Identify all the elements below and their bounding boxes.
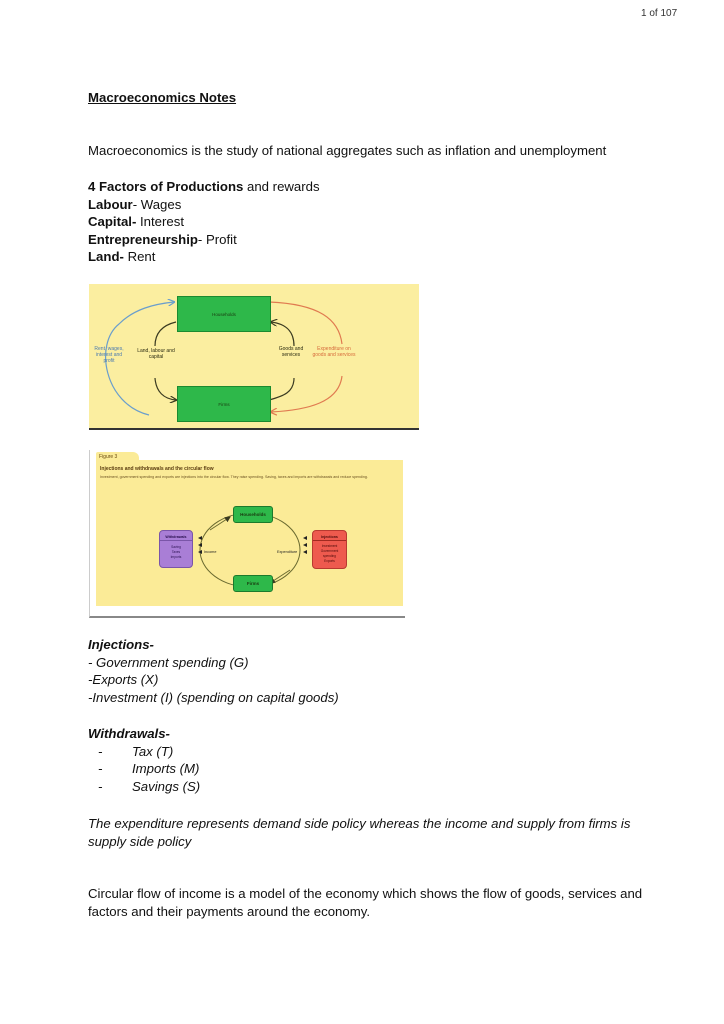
- injection-item: -Exports (X): [88, 672, 159, 688]
- policy-note: The expenditure represents demand side policy whereas the income and supply from firms is supply side policy: [88, 816, 631, 849]
- factor-item: [88, 248, 320, 266]
- figure-tab: Figure 3: [96, 452, 139, 462]
- withdrawals-box: [159, 530, 193, 568]
- goods-services-label: Goods and services: [278, 346, 304, 358]
- withdrawals-heading: Withdrawals-: [88, 726, 170, 741]
- injections-heading: Injections-: [88, 637, 154, 652]
- injection-item: Government: [320, 549, 339, 553]
- withdrawal-text: Tax (T): [132, 743, 174, 759]
- withdrawal-item: [88, 743, 200, 761]
- land-labour-label: Land, labour and capital: [137, 348, 175, 360]
- withdrawal-item: Taxes: [171, 550, 181, 554]
- factor-reward: - Wages: [132, 196, 182, 212]
- rent-wages-label: Rent, wages, interest and profit: [94, 346, 124, 364]
- factor-item: [88, 196, 320, 214]
- withdrawal-item: [88, 760, 200, 778]
- factors-heading-bold: 4 Factors of Productions: [88, 179, 244, 194]
- intro-paragraph: Macroeconomics is the study of national aggregates such as inflation and unemployment: [88, 143, 607, 158]
- page-indicator: 1 of 107: [641, 8, 678, 19]
- injections-box: [312, 530, 347, 569]
- withdrawal-item: Imports: [170, 555, 182, 559]
- households-box: Households: [177, 296, 271, 332]
- households-box: Households: [233, 506, 273, 523]
- injections-section: [88, 636, 339, 706]
- factors-heading-rest: and rewards: [243, 179, 320, 194]
- injection-item: spending: [323, 554, 336, 558]
- bullet-dash: -: [98, 761, 103, 777]
- figure-heading: Injections and withdrawals and the circular flow: [100, 466, 214, 472]
- withdrawal-text: Imports (M): [132, 761, 200, 777]
- injection-item: - Government spending (G): [88, 654, 249, 670]
- factor-reward: Interest: [136, 214, 185, 230]
- withdrawals-title: Withdrawals: [160, 534, 192, 541]
- factor-name: Capital-: [88, 214, 137, 230]
- injection-item: Exports: [324, 559, 335, 563]
- factor-reward: - Profit: [197, 231, 237, 247]
- factor-item: [88, 213, 320, 231]
- expenditure-label: Expenditure on goods and services: [312, 346, 356, 358]
- injections-title: Injections: [313, 534, 346, 541]
- withdrawal-item: [88, 778, 200, 796]
- factor-reward: Rent: [123, 249, 156, 265]
- factors-section: [88, 178, 320, 266]
- factors-heading: [88, 178, 320, 196]
- income-label: Income: [204, 550, 217, 554]
- factor-name: Labour: [88, 196, 133, 212]
- bullet-dash: -: [98, 743, 103, 759]
- circular-flow-diagram: [89, 284, 419, 430]
- withdrawal-item: Saving: [171, 545, 181, 549]
- page-title: Macroeconomics Notes: [88, 90, 237, 105]
- injections-withdrawals-figure: [89, 450, 405, 618]
- figure-caption: Investment, government spending and exports are injections into the circular flow. They raise spending. Saving, taxes and imports are withdrawals and reduce spending.: [100, 475, 368, 479]
- factor-item: [88, 231, 320, 249]
- firms-box: Firms: [177, 386, 271, 422]
- bullet-dash: -: [98, 778, 103, 794]
- factor-name: Land-: [88, 249, 124, 265]
- withdrawals-section: [88, 725, 200, 795]
- firms-box: Firms: [233, 575, 273, 592]
- circular-flow-definition: Circular flow of income is a model of the economy which shows the flow of goods, services and factors and their payments around the economy.: [88, 886, 643, 919]
- withdrawal-text: Savings (S): [132, 778, 201, 794]
- factor-name: Entrepreneurship: [88, 231, 198, 247]
- injection-item: -Investment (I) (spending on capital goods): [88, 689, 339, 705]
- expenditure-label: Expenditure: [277, 550, 298, 554]
- injection-item: Investment: [321, 544, 338, 548]
